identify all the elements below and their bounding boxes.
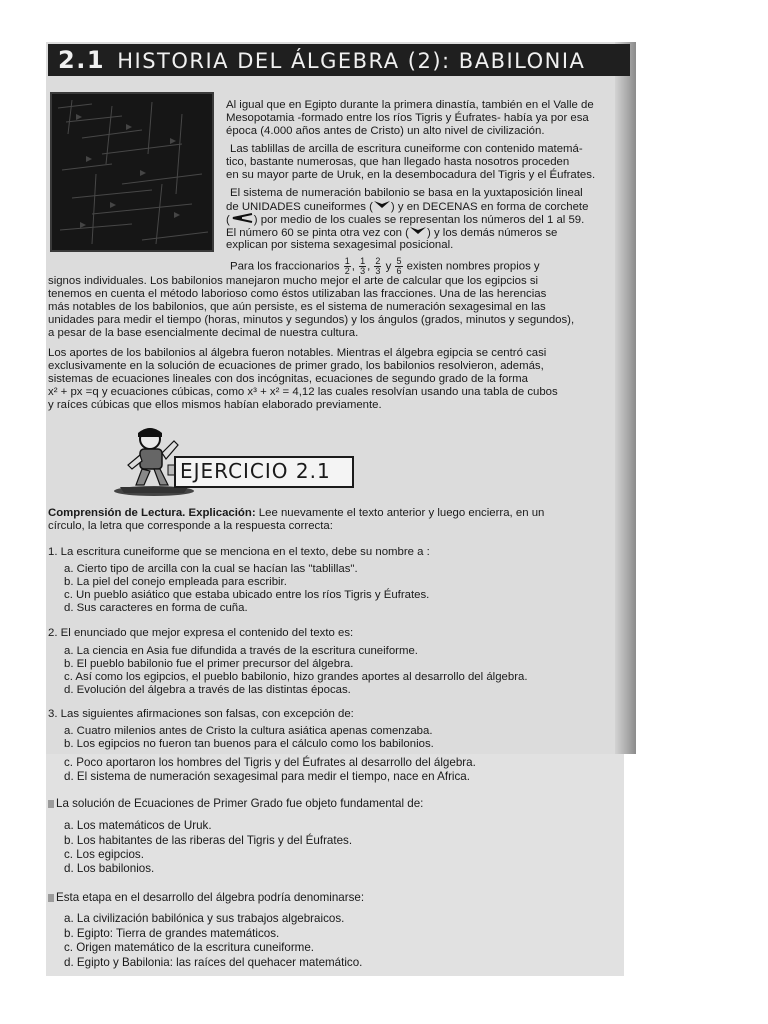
question-1-option-c: c. Un pueblo asiático que estaba ubicado entre los ríos Tigris y Éufrates. xyxy=(64,589,430,601)
question-3-option-d: d. El sistema de numeración sexagesimal para medir el tiempo, nace en Africa. xyxy=(64,770,470,783)
question-3-option-a: a. Cuatro milenios antes de Cristo la cultura asiática apenas comenzaba. xyxy=(64,725,433,737)
intro-p1-line1: Al igual que en Egipto durante la primera dinastía, también en el Valle de xyxy=(226,99,594,111)
intro-p3-line4: El número 60 se pinta otra vez con ( ) y los demás números se xyxy=(226,227,558,239)
question-5-option-a: a. La civilización babilónica y sus trabajos algebraicos. xyxy=(64,912,345,925)
exercise-instructions-line1: Comprensión de Lectura. Explicación: Lee nuevamente el texto anterior y luego encierra, en un xyxy=(48,507,545,519)
fraction-1: $\frac{1}{2}$ xyxy=(344,256,350,276)
question-4-option-c: c. Los egipcios. xyxy=(64,848,144,861)
intro-p1-line2: Mesopotamia -formado entre los ríos Tigris y Éufrates- había ya por esa xyxy=(226,112,589,124)
intro-p4-line2: tenemos en cuenta el método laborioso como éstos utilizaban las fracciones. Una de las herencias xyxy=(48,288,547,300)
question-2: 2. El enunciado que mejor expresa el contenido del texto es: xyxy=(48,627,354,639)
question-4-option-a: a. Los matemáticos de Uruk. xyxy=(64,819,212,832)
question-2-option-d: d. Evolución del álgebra a través de las distintas épocas. xyxy=(64,684,351,696)
cuneiform-unit-icon xyxy=(373,200,391,210)
cuneiform-ten-icon xyxy=(230,213,254,223)
fractions-line: Para los fraccionarios $\frac{1}{2}$ , $\frac{1}{3}$ , $\frac{2}{3}$ y $\frac{5}{6}$ existen nombres propios y xyxy=(230,256,540,276)
intro-p5-line5: y raíces cúbicas que ellos mismos habían elaborado previamente. xyxy=(48,399,382,411)
question-3-option-b: b. Los egipcios no fueron tan buenos para el cálculo como los babilonios. xyxy=(64,738,434,750)
question-5-option-d: d. Egipto y Babilonia: las raíces del quehacer matemático. xyxy=(64,956,363,969)
question-1-option-a: a. Cierto tipo de arcilla con la cual se hacían las "tablillas". xyxy=(64,563,358,575)
intro-p4-line3: más notables de los babilonios, que aún persiste, es el sistema de numeración sexagesimal en las xyxy=(48,301,546,313)
intro-p1-line3: época (4.000 años antes de Cristo) un alto nivel de civilización. xyxy=(226,125,545,137)
question-4-number-mark xyxy=(48,800,54,808)
exercise-instructions-line2: círculo, la letra que corresponde a la respuesta correcta: xyxy=(48,520,333,532)
intro-p5-line3: sistemas de ecuaciones lineales con dos incógnitas, ecuaciones de segundo grado de la forma xyxy=(48,373,528,385)
intro-p4-line5: a pesar de la base esencialmente decimal de nuestra cultura. xyxy=(48,327,359,339)
question-5-option-b: b. Egipto: Tierra de grandes matemáticos. xyxy=(64,927,280,940)
page-title xyxy=(58,46,585,74)
fraction-2: $\frac{1}{3}$ xyxy=(360,256,366,276)
intro-p4-line1: signos individuales. Los babilonios manejaron mucho mejor el arte de calcular que los egipcios si xyxy=(48,275,539,287)
exercise-label: EJERCICIO 2.1 xyxy=(180,459,331,483)
intro-p3-line1: El sistema de numeración babilonio se basa en la yuxtaposición lineal xyxy=(230,187,583,199)
intro-p2-line3: en su mayor parte de Uruk, en la desembocadura del Tigris y el Éufrates. xyxy=(226,169,596,181)
page-binding-shadow xyxy=(615,42,636,754)
clay-tablet-image xyxy=(50,92,214,252)
question-5-option-c: c. Origen matemático de la escritura cuneiforme. xyxy=(64,941,315,954)
fraction-4: $\frac{5}{6}$ xyxy=(396,256,402,276)
question-1-option-d: d. Sus caracteres en forma de cuña. xyxy=(64,602,248,614)
question-4: La solución de Ecuaciones de Primer Grado fue objeto fundamental de: xyxy=(48,798,423,811)
question-3: 3. Las siguientes afirmaciones son falsas, con excepción de: xyxy=(48,708,354,720)
intro-p3-line3: ( ) por medio de los cuales se representan los números del 1 al 59. xyxy=(226,214,585,226)
question-4-option-d: d. Los babilonios. xyxy=(64,862,155,875)
question-1: 1. La escritura cuneiforme que se menciona en el texto, debe su nombre a : xyxy=(48,546,430,558)
cuneiform-sixty-icon xyxy=(409,226,427,236)
question-5: Esta etapa en el desarrollo del álgebra podría denominarse: xyxy=(48,892,364,905)
intro-p4-line4: unidades para medir el tiempo (horas, minutos y segundos) y los ángulos (grados, minutos y segundos), xyxy=(48,314,575,326)
question-5-number-mark xyxy=(48,894,54,902)
intro-p2-line1: Las tablillas de arcilla de escritura cuneiforme con contenido matemá- xyxy=(230,143,583,155)
section-number: 2.1 xyxy=(58,46,106,74)
intro-p5-line1: Los aportes de los babilonios al álgebra fueron notables. Mientras el álgebra egipcia se centró casi xyxy=(48,347,547,359)
question-4-option-b: b. Los habitantes de las riberas del Tigris y del Éufrates. xyxy=(64,834,353,847)
intro-p3-line5: explican por sistema sexagesimal posicional. xyxy=(226,239,454,251)
intro-p5-line2: exclusivamente en la solución de ecuaciones de primer grado, los babilonios resolvieron, además, xyxy=(48,360,544,372)
fraction-3: $\frac{2}{3}$ xyxy=(375,256,381,276)
question-2-option-c: c. Así como los egipcios, el pueblo babilonio, hizo grandes aportes al desarrollo del álgebra. xyxy=(64,671,528,683)
question-2-option-b: b. El pueblo babilonio fue el primer precursor del álgebra. xyxy=(64,658,354,670)
section-title: HISTORIA DEL ÁLGEBRA (2): BABILONIA xyxy=(117,49,586,73)
intro-p5-line4: x² + px =q y ecuaciones cúbicas, como x³ + x² = 4,12 las cuales resolvían usando una tabla de cubos xyxy=(48,386,558,398)
intro-p3-line2: de UNIDADES cuneiformes ( ) y en DECENAS en forma de corchete xyxy=(226,201,589,213)
question-3-option-c: c. Poco aportaron los hombres del Tigris y del Éufrates al desarrollo del álgebra. xyxy=(64,756,476,769)
question-2-option-a: a. La ciencia en Asia fue difundida a través de la escritura cuneiforme. xyxy=(64,645,418,657)
question-1-option-b: b. La piel del conejo empleada para escribir. xyxy=(64,576,287,588)
intro-p2-line2: tico, bastante numerosas, que han llegado hasta nosotros proceden xyxy=(226,156,570,168)
